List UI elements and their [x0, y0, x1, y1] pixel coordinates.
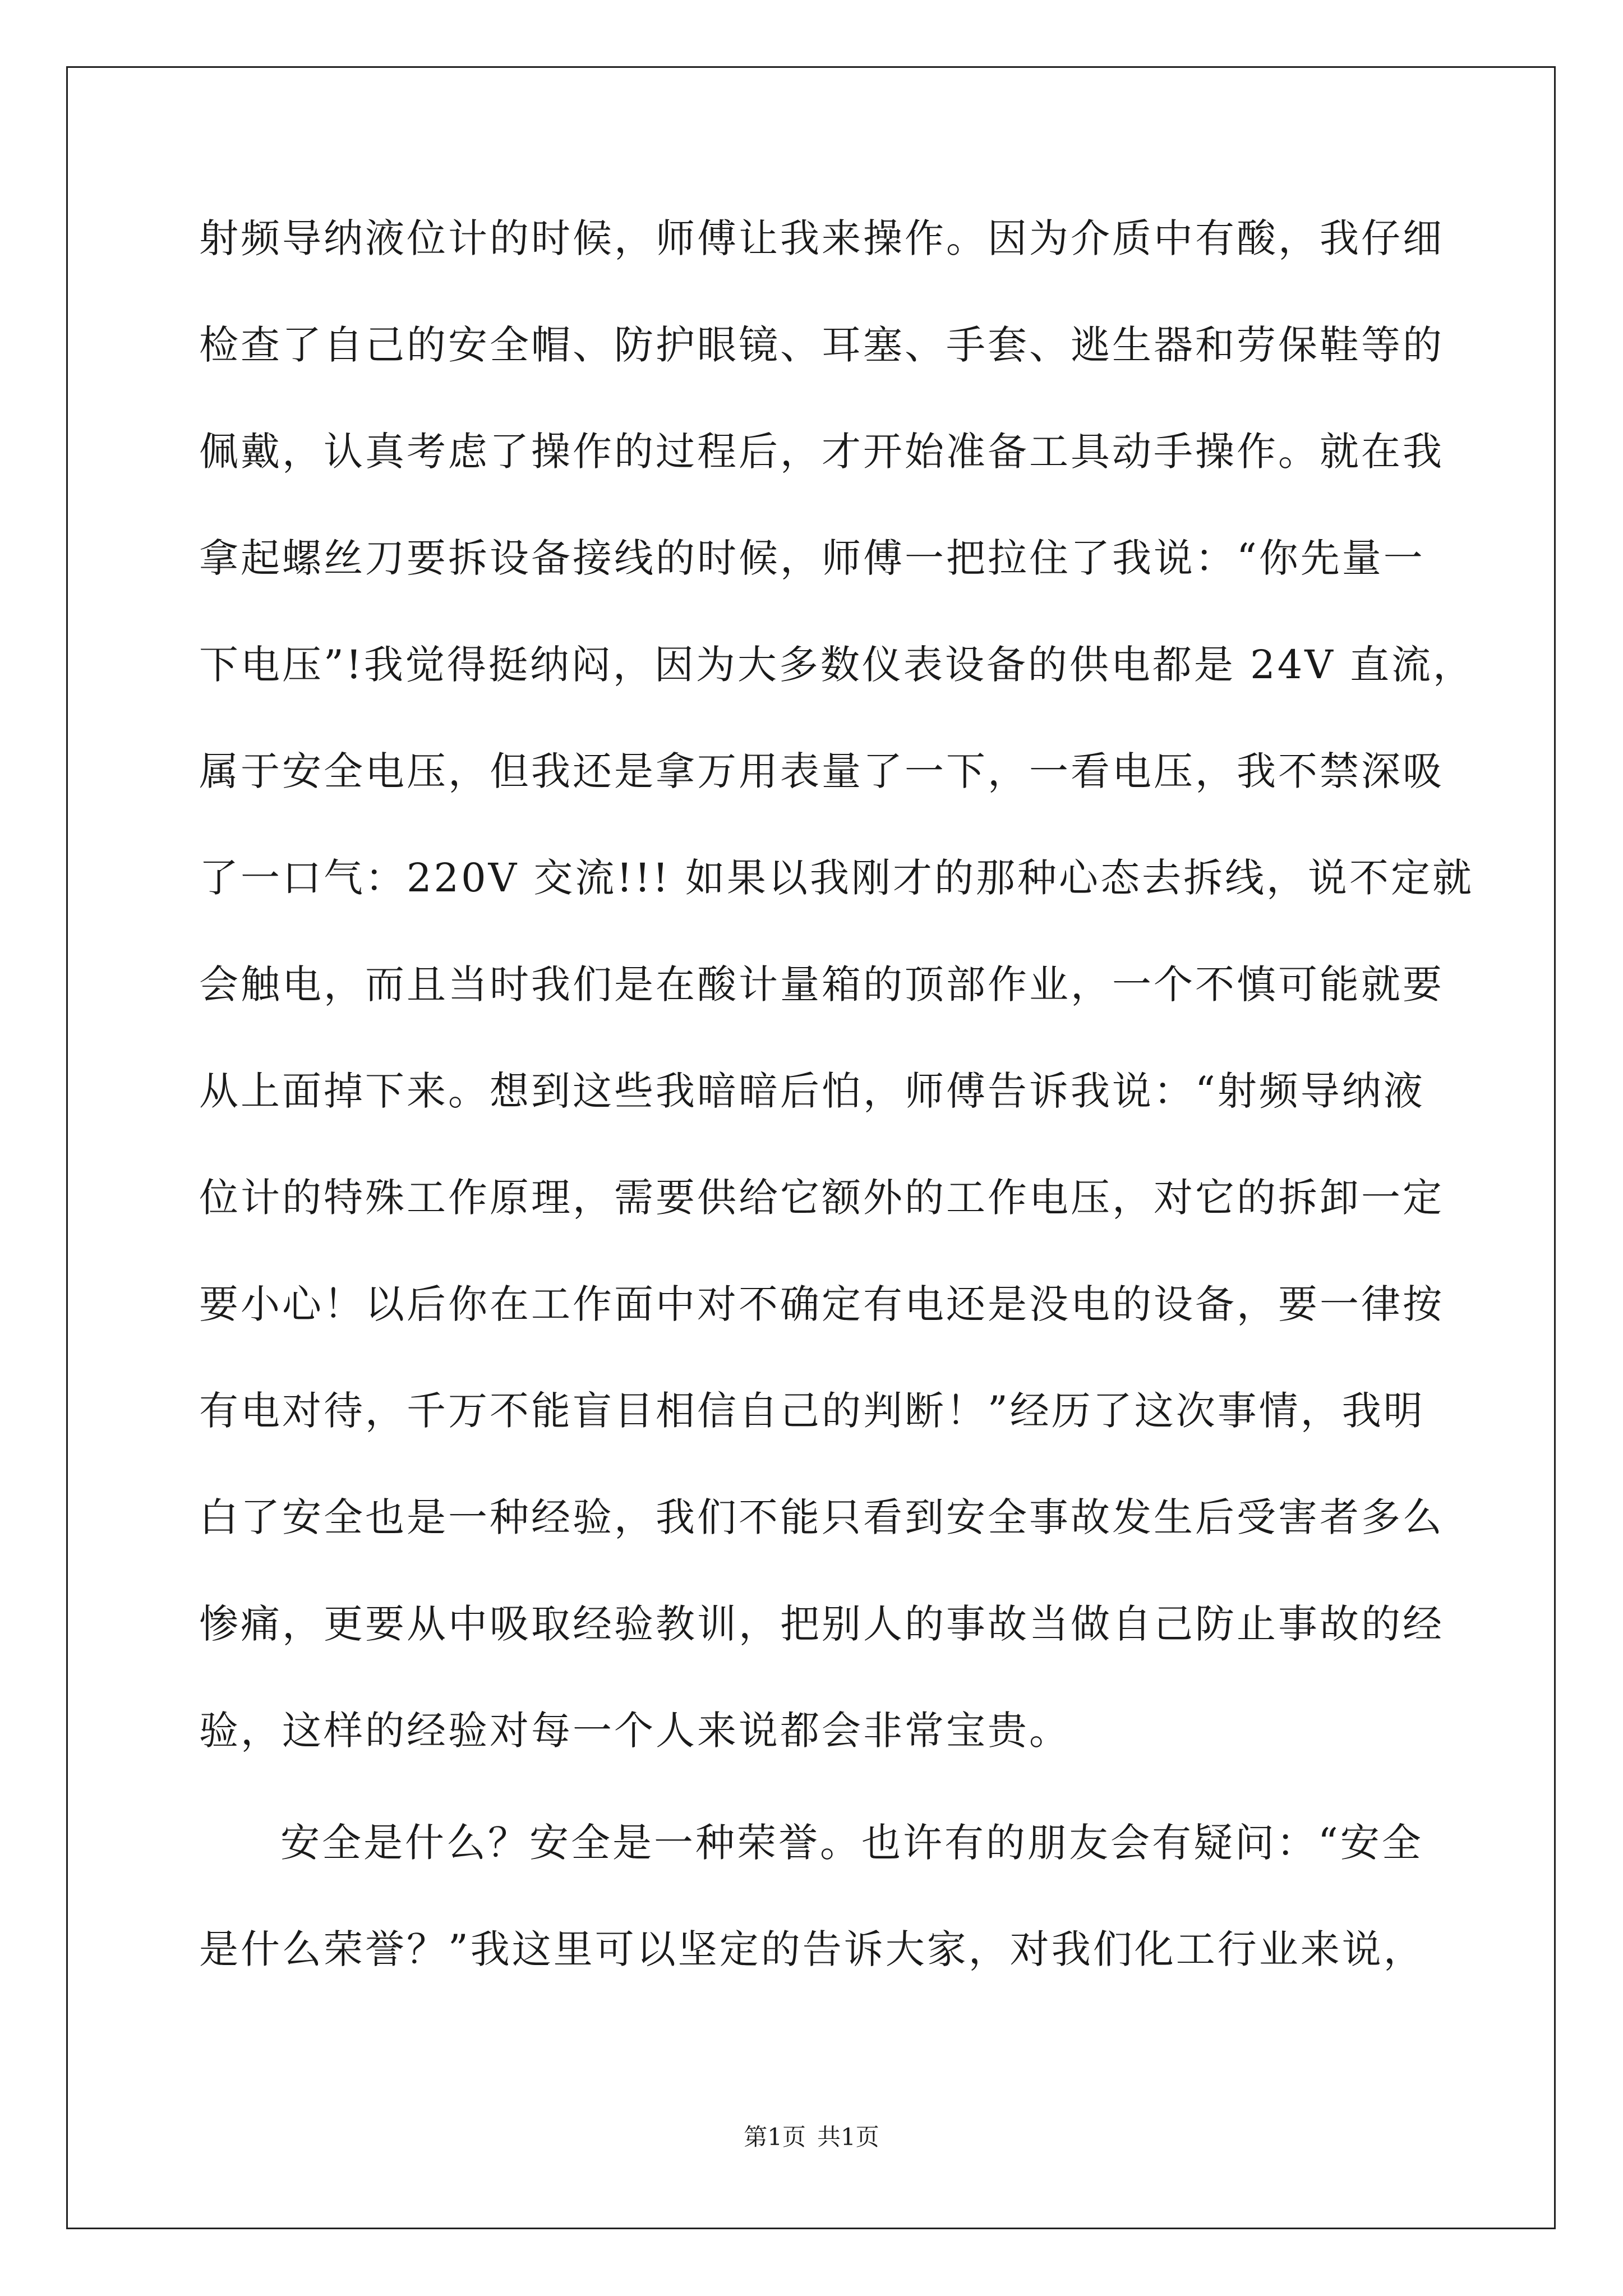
- text-line: 下电压”!我觉得挺纳闷，因为大多数仪表设备的供电都是 24V 直流，: [199, 642, 1475, 688]
- text-line: 射频导纳液位计的时候，师傅让我来操作。因为介质中有酸，我仔细: [199, 215, 1444, 261]
- paragraph-1: [199, 215, 1475, 1815]
- page-footer: [0, 2123, 1623, 2151]
- text-line: 要小心！以后你在工作面中对不确定有电还是没电的设备，要一律按: [199, 1281, 1444, 1327]
- text-line-indented: 安全是什么？安全是一种荣誉。也许有的朋友会有疑问：“安全: [280, 1820, 1423, 1866]
- text-line: 了一口气：220V 交流!!! 如果以我刚才的那种心态去拆线，说不定就: [199, 855, 1474, 901]
- text-line: 白了安全也是一种经验，我们不能只看到安全事故发生后受害者多么: [199, 1494, 1444, 1540]
- text-line: 佩戴，认真考虑了操作的过程后，才开始准备工具动手操作。就在我: [199, 429, 1444, 475]
- text-line: 验，这样的经验对每一个人来说都会非常宝贵。: [199, 1708, 1071, 1754]
- page-number-current: 第1页: [744, 2123, 806, 2151]
- text-line: 惨痛，更要从中吸取经验教训，把别人的事故当做自己防止事故的经: [199, 1601, 1444, 1647]
- document-body: [199, 215, 1475, 2033]
- text-line: 是什么荣誉？”我这里可以坚定的告诉大家，对我们化工行业来说，: [199, 1926, 1425, 1972]
- page-number-total: 共1页: [817, 2123, 879, 2151]
- paragraph-2: [199, 1820, 1455, 2033]
- text-line: 检查了自己的安全帽、防护眼镜、耳塞、手套、逃生器和劳保鞋等的: [199, 322, 1444, 368]
- text-line: 从上面掉下来。想到这些我暗暗后怕，师傅告诉我说：“射频导纳液: [199, 1068, 1425, 1114]
- text-line: 有电对待，千万不能盲目相信自己的判断！”经历了这次事情，我明: [199, 1388, 1425, 1434]
- text-line: 拿起螺丝刀要拆设备接线的时候，师傅一把拉住了我说：“你先量一: [199, 535, 1425, 581]
- text-line: 属于安全电压，但我还是拿万用表量了一下，一看电压，我不禁深吸: [199, 748, 1444, 794]
- text-line: 会触电，而且当时我们是在酸计量箱的顶部作业，一个不慎可能就要: [199, 961, 1444, 1007]
- text-line: 位计的特殊工作原理，需要供给它额外的工作电压，对它的拆卸一定: [199, 1175, 1444, 1221]
